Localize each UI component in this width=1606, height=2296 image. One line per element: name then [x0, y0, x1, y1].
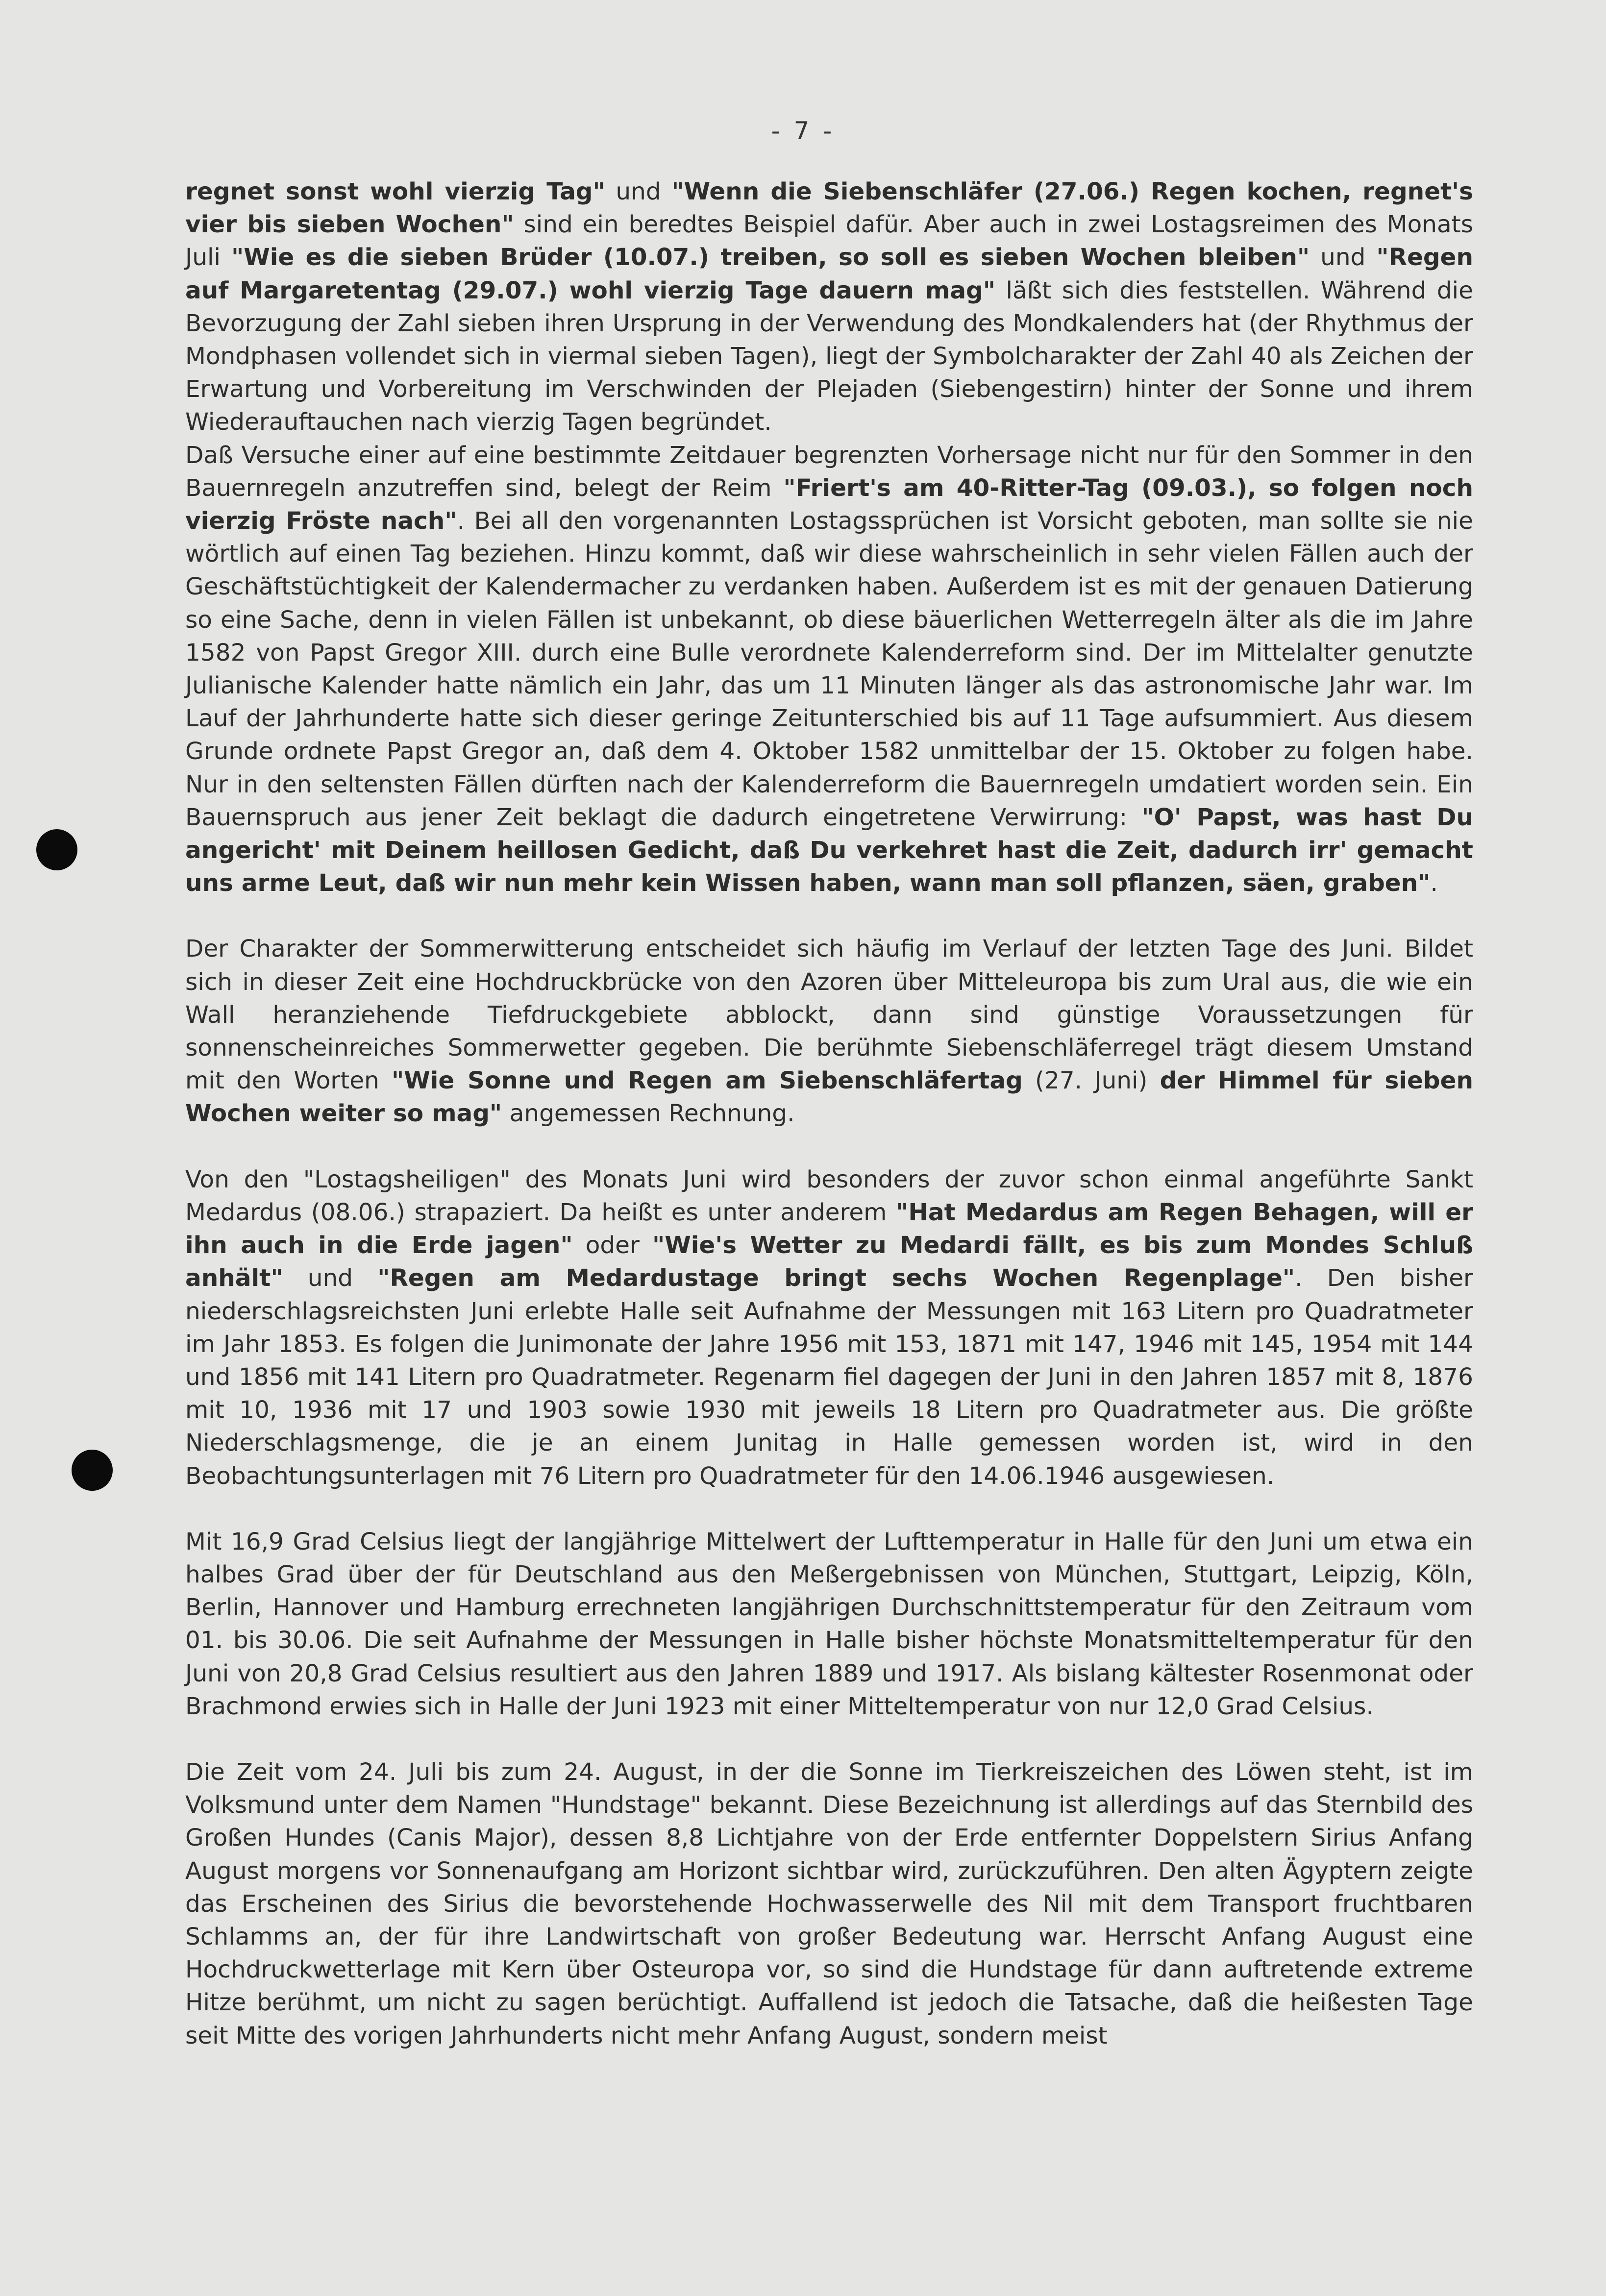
- text-segment: "Regen auf Margaretentag (29.07.) wohl vierzig Tage dauern mag": [185, 244, 1473, 304]
- text-segment: sind ein beredtes Beispiel dafür. Aber auch in zwei Lostagsreimen des Monats Juli: [185, 211, 1473, 272]
- text-segment: oder: [572, 1232, 653, 1259]
- text-segment: und: [1310, 244, 1377, 272]
- body-text: [185, 175, 1473, 2052]
- paragraph: [185, 175, 1473, 439]
- paragraph-gap: [185, 1493, 1473, 1526]
- punch-hole-bottom: [72, 1450, 113, 1491]
- text-segment: (27. Juni): [1022, 1067, 1160, 1095]
- text-segment: und: [283, 1264, 378, 1292]
- page-number: - 7 -: [771, 117, 835, 145]
- paragraph: [185, 1526, 1473, 1723]
- text-segment: "Wie's Wetter zu Medardi fällt, es bis zum Mondes Schluß anhält": [185, 1232, 1473, 1292]
- text-segment: "Regen am Medardustage bringt sechs Wochen Regenplage": [377, 1264, 1295, 1292]
- paragraph: [185, 1756, 1473, 2052]
- text-segment: Von den "Lostagsheiligen" des Monats Juni wird besonders der zuvor schon einmal angeführte Sankt Medardus (08.06.) strapaziert. Da heißt es unter anderem: [185, 1165, 1473, 1226]
- text-segment: "Wenn die Siebenschläfer (27.06.) Regen kochen, regnet's vier bis sieben Wochen": [185, 178, 1473, 239]
- text-segment: "Wie Sonne und Regen am Siebenschläfertag: [392, 1067, 1023, 1095]
- text-segment: läßt sich dies feststellen. Während die Bevorzugung der Zahl sieben ihren Ursprung in der Verwendung des Mondkalenders hat (der Rhythmus der Mondphasen vollendet sich in viermal sieben Tagen), liegt der Symbolcharakter der Zahl 40 als Zeichen der Erwartung und Vorbereitung im Verschwinden der Plejaden (Siebengestirn) hinter der Sonne und ihrem Wiederauftauchen nach vierzig Tagen begründet.: [185, 276, 1473, 436]
- text-segment: . Den bisher niederschlagsreichsten Juni erlebte Halle seit Aufnahme der Messungen mit 163 Litern pro Quadratmeter im Jahr 1853. Es folgen die Junimonate der Jahre 1956 mit 153, 1871 mit 147, 1946 mit 145, 1954 mit 144 und 1856 mit 141 Litern pro Quadratmeter. Regenarm fiel dagegen der Juni in den Jahren 1857 mit 8, 1876 mit 10, 1936 mit 17 und 1903 sowie 1930 mit jeweils 18 Litern pro Quadratmeter aus. Die größte Niederschlagsmenge, die je an einem Junitag in Halle gemessen worden ist, wird in den Beobachtungsunterlagen mit 76 Litern pro Quadratmeter für den 14.06.1946 ausgewiesen.: [185, 1264, 1473, 1490]
- text-segment: .: [1430, 869, 1438, 897]
- text-segment: "Hat Medardus am Regen Behagen, will er ihn auch in die Erde jagen": [185, 1198, 1474, 1259]
- paragraph-gap: [185, 1723, 1473, 1756]
- text-segment: der Himmel für sieben Wochen weiter so mag": [185, 1067, 1474, 1128]
- text-segment: Daß Versuche einer auf eine bestimmte Zeitdauer begrenzten Vorhersage nicht nur für den Sommer in den Bauernregeln anzutreffen sind, belegt der Reim: [185, 441, 1473, 502]
- paragraph: [185, 1163, 1473, 1493]
- text-segment: regnet sonst wohl vierzig Tag": [185, 178, 605, 205]
- text-segment: Mit 16,9 Grad Celsius liegt der langjährige Mittelwert der Lufttemperatur in Halle für den Juni um etwa ein halbes Grad über der für Deutschland aus den Meßergebnissen von München, Stuttgart, Leipzig, Köln, Berlin, Hannover und Hamburg errechneten langjährigen Durchschnittstemperatur für den Zeitraum vom 01. bis 30.06. Die seit Aufnahme der Messungen in Halle bisher höchste Monatsmitteltemperatur für den Juni von 20,8 Grad Celsius resultiert aus den Jahren 1889 und 1917. Als bislang kältester Rosenmonat oder Brachmond erwies sich in Halle der Juni 1923 mit einer Mitteltemperatur von nur 12,0 Grad Celsius.: [185, 1528, 1473, 1720]
- text-segment: Der Charakter der Sommerwitterung entscheidet sich häufig im Verlauf der letzten Tage des Juni. Bildet sich in dieser Zeit eine Hochdruckbrücke von den Azoren über Mitteleuropa bis zum Ural aus, die wie ein Wall heranziehende Tiefdruckgebiete abblockt, dann sind günstige Voraussetzungen für sonnenscheinreiches Sommerwetter gegeben. Die berühmte Siebenschläferregel trägt diesem Umstand mit den Worten: [185, 935, 1473, 1095]
- punch-hole-top: [36, 829, 77, 870]
- paragraph-gap: [185, 1131, 1473, 1163]
- text-segment: "Friert's am 40-Ritter-Tag (09.03.), so folgen noch vierzig Fröste nach": [185, 474, 1473, 535]
- text-segment: "O' Papst, was hast Du angericht' mit Deinem heillosen Gedicht, daß Du verkehret hast die Zeit, dadurch irr' gemacht uns arme Leut, daß wir nun mehr kein Wissen haben, wann man soll pflanzen, säen, graben": [185, 803, 1473, 897]
- paragraph: [185, 439, 1473, 900]
- text-segment: "Wie es die sieben Brüder (10.07.) treiben, so soll es sieben Wochen bleiben": [231, 244, 1310, 272]
- paragraph: [185, 933, 1473, 1130]
- text-segment: und: [605, 178, 672, 205]
- text-segment: angemessen Rechnung.: [502, 1100, 795, 1128]
- text-segment: Die Zeit vom 24. Juli bis zum 24. August, in der die Sonne im Tierkreiszeichen des Löwen steht, ist im Volksmund unter dem Namen "Hundstage" bekannt. Diese Bezeichnung ist allerdings auf das Sternbild des Großen Hundes (Canis Major), dessen 8,8 Lichtjahre von der Erde entfernter Doppelstern Sirius Anfang August morgens vor Sonnenaufgang am Horizont sichtbar wird, zurückzuführen. Den alten Ägyptern zeigte das Erscheinen des Sirius die bevorstehende Hochwasserwelle des Nil mit dem Transport fruchtbaren Schlamms an, der für ihre Landwirtschaft von großer Bedeutung war. Herrscht Anfang August eine Hochdruckwetterlage mit Kern über Osteuropa vor, so sind die Hundstage für dann auftretende extreme Hitze berühmt, um nicht zu sagen berüchtigt. Auffallend ist jedoch die Tatsache, daß die heißesten Tage seit Mitte des vorigen Jahrhunderts nicht mehr Anfang August, sondern meist: [185, 1758, 1473, 2049]
- paragraph-gap: [185, 900, 1473, 933]
- text-segment: . Bei all den vorgenannten Lostagssprüchen ist Vorsicht geboten, man sollte sie nie wörtlich auf einen Tag beziehen. Hinzu kommt, daß wir diese wahrscheinlich in sehr vielen Fällen auch der Geschäftstüchtigkeit der Kalendermacher zu verdanken haben. Außerdem ist es mit der genauen Datierung so eine Sache, denn in vielen Fällen ist unbekannt, ob diese bäuerlichen Wetterregeln älter als die im Jahre 1582 von Papst Gregor XIII. durch eine Bulle verordnete Kalenderreform sind. Der im Mittelalter genutzte Julianische Kalender hatte nämlich ein Jahr, das um 11 Minuten länger als das astronomische Jahr war. Im Lauf der Jahrhunderte hatte sich dieser geringe Zeitunterschied bis auf 11 Tage aufsummiert. Aus diesem Grunde ordnete Papst Gregor an, daß dem 4. Oktober 1582 unmittelbar der 15. Oktober zu folgen habe. Nur in den seltensten Fällen dürften nach der Kalenderreform die Bauernregeln umdatiert worden sein. Ein Bauernspruch aus jener Zeit beklagt die dadurch eingetretene Verwirrung:: [185, 507, 1473, 831]
